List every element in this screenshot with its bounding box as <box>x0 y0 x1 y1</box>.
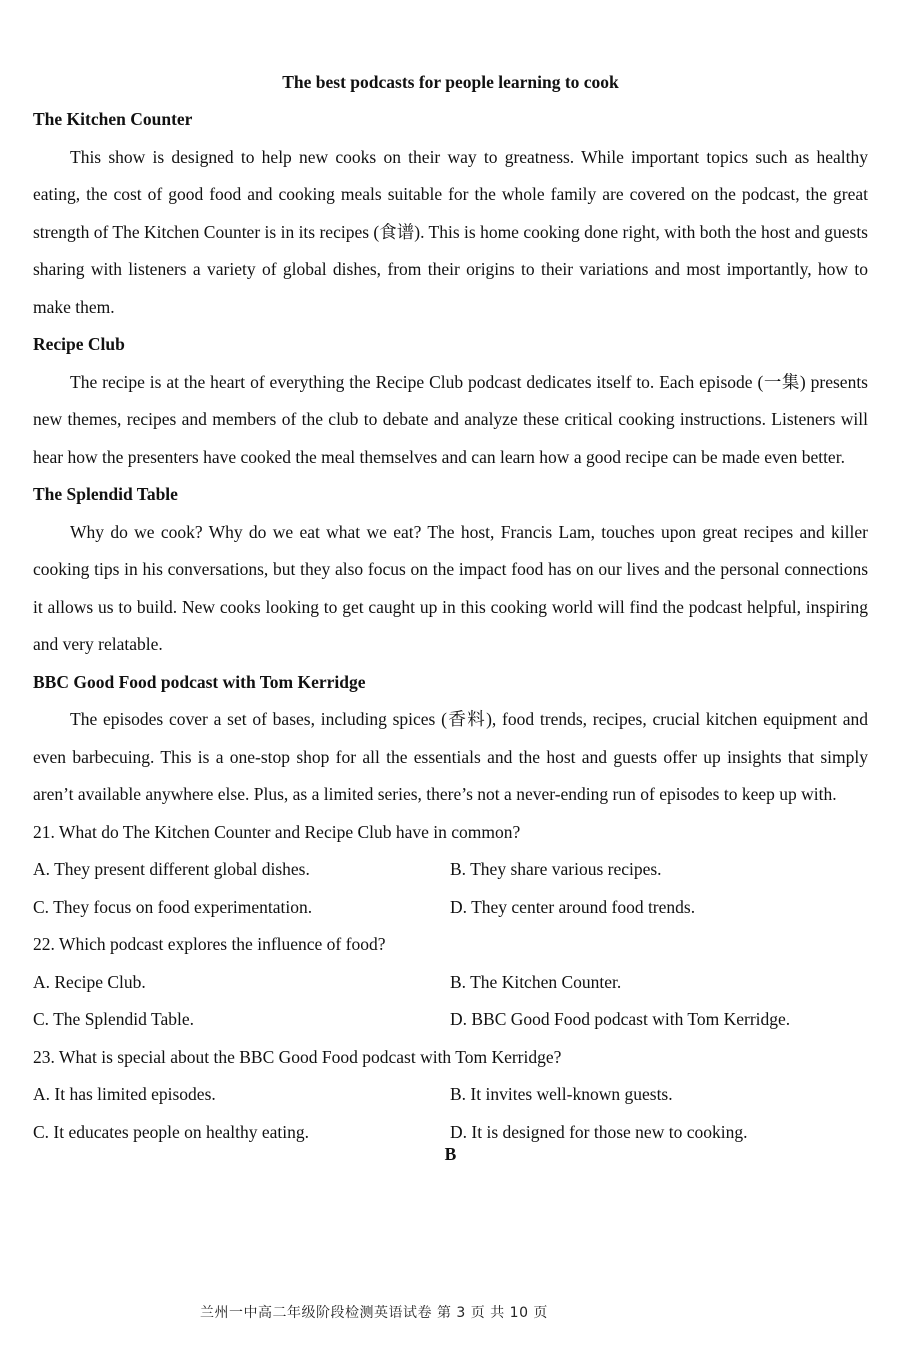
option-b: B. The Kitchen Counter. <box>450 971 622 992</box>
option-c: C. It educates people on healthy eating. <box>33 1121 310 1142</box>
question-block <box>33 814 868 927</box>
section-heading: Recipe Club <box>33 334 125 354</box>
option-grid <box>33 851 868 926</box>
option-grid <box>33 1076 868 1151</box>
option-d: D. BBC Good Food podcast with Tom Kerridge. <box>450 1009 791 1029</box>
question-stem: 23. What is special about the BBC Good Food podcast with Tom Kerridge? <box>33 1046 562 1067</box>
option-c: C. The Splendid Table. <box>33 1009 194 1029</box>
page-footer: 兰州一中高二年级阶段检测英语试卷 第 3 页 共 10 页 <box>200 1305 548 1321</box>
option-b: B. It invites well-known guests. <box>450 1084 673 1104</box>
option-c: C. They focus on food experimentation. <box>33 896 313 917</box>
podcast-section <box>33 326 868 476</box>
section-body: This show is designed to help new cooks on their way to greatness. While important topics such as healthy eating, the cost of good food and cooking meals suitable for the whole family are covered on the podcast, the great strength of The Kitchen Counter is in its recipes (食谱). This is home cooking done right, with both the host and guests sharing with listeners a variety of global dishes, from their origins to their variations and most importantly, how to make them. <box>33 146 868 317</box>
question-block <box>33 1039 868 1152</box>
option-a: A. Recipe Club. <box>33 971 146 992</box>
podcast-section <box>33 476 868 664</box>
section-body: The episodes cover a set of bases, including spices (香料), food trends, recipes, crucial kitchen equipment and even barbecuing. This is a one-stop shop for all the essentials and the host and guests offer up insights that simply aren’t available anywhere else. Plus, as a limited series, there’s not a never-ending run of episodes to keep up with. <box>33 709 868 804</box>
podcast-section <box>33 664 868 814</box>
section-heading: BBC Good Food podcast with Tom Kerridge <box>33 671 366 692</box>
passage-title: The best podcasts for people learning to cook <box>282 72 619 92</box>
podcast-section <box>33 101 868 326</box>
next-section-label: B <box>444 1144 457 1164</box>
option-a: A. They present different global dishes. <box>33 859 310 879</box>
option-b: B. They share various recipes. <box>450 859 662 879</box>
option-grid <box>33 964 868 1039</box>
question-stem: 22. Which podcast explores the influence of food? <box>33 934 386 954</box>
section-body: Why do we cook? Why do we eat what we eat? The host, Francis Lam, touches upon great recipes and killer cooking tips in his conversations, but they also focus on the impact food has on our lives and the personal connections it allows us to build. New cooks looking to get caught up in this cooking world will find the podcast helpful, inspiring and very relatable. <box>33 521 868 654</box>
option-d: D. It is designed for those new to cooking. <box>450 1121 748 1142</box>
option-a: A. It has limited episodes. <box>33 1084 216 1104</box>
section-heading: The Kitchen Counter <box>33 109 193 129</box>
question-stem: 21. What do The Kitchen Counter and Recipe Club have in common? <box>33 821 521 842</box>
exam-page <box>33 63 868 1165</box>
option-d: D. They center around food trends. <box>450 896 696 917</box>
section-body: The recipe is at the heart of everything the Recipe Club podcast dedicates itself to. Each episode (一集) presents new themes, recipes and members of the club to debate and analyze these critical cooking instructions. Listeners will hear how the presenters have cooked the meal themselves and can learn how a good recipe can be made even better. <box>33 371 868 467</box>
question-block <box>33 926 868 1039</box>
section-heading: The Splendid Table <box>33 484 178 504</box>
